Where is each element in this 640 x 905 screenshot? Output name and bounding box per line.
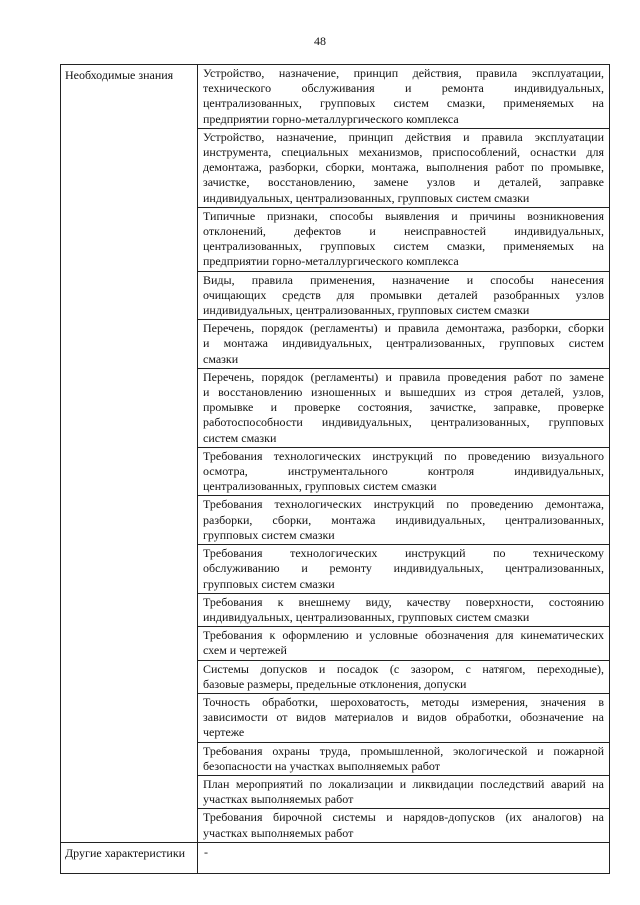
list-item: Требования бирочной системы и нарядов-допусков (их аналогов) на участках выполняемых работ bbox=[203, 810, 604, 840]
list-item: Требования охраны труда, промышленной, экологической и пожарной безопасности на участках выполняемых работ bbox=[198, 743, 609, 776]
row-label-knowledge: Необходимые знания bbox=[61, 65, 198, 843]
list-item: Требования технологических инструкций по проведению демонтажа, разборки, сборки, монтажа индивидуальных, централизованных, групповых систем смазки bbox=[198, 496, 609, 545]
list-item: Перечень, порядок (регламенты) и правила проведения работ по замене и восстановлению изношенных и вышедших из строя деталей, узлов, промывке и проверке состояния, зачистке, заправке, проверке работоспособности индивидуальных, централизованных, групповых систем смазки bbox=[198, 369, 609, 448]
list-item: Устройство, назначение, принцип действия, правила эксплуатации, технического обслуживания и ремонта индивидуальных, централизованных, групповых систем смазки, применяемых на предприятии горно-металлургического комплекса bbox=[198, 65, 609, 129]
other-value: - bbox=[198, 842, 610, 873]
list-item: Перечень, порядок (регламенты) и правила демонтажа, разборки, сборки и монтажа индивидуальных, централизованных, групповых систем смазки bbox=[198, 320, 609, 369]
list-item: Виды, правила применения, назначение и способы нанесения очищающих средств для промывки деталей разобранных узлов индивидуальных, централизованных, групповых систем смазки bbox=[198, 272, 609, 321]
list-item: Системы допусков и посадок (с зазором, с натягом, переходные), базовые размеры, предельные отклонения, допуски bbox=[198, 661, 609, 694]
list-item: Точность обработки, шероховатость, методы измерения, значения в зависимости от видов материалов и видов обработки, обозначение на чертеже bbox=[198, 694, 609, 743]
page-number: 48 bbox=[314, 34, 326, 48]
list-item: Требования к внешнему виду, качеству поверхности, состоянию индивидуальных, централизованных, групповых систем смазки bbox=[198, 594, 609, 627]
row-label-other: Другие характеристики bbox=[61, 842, 198, 873]
list-item: План мероприятий по локализации и ликвидации последствий аварий на участках выполняемых работ bbox=[198, 776, 609, 809]
list-item: Требования к оформлению и условные обозначения для кинематических схем и чертежей bbox=[198, 627, 609, 660]
list-item: Типичные признаки, способы выявления и причины возникновения отклонений, дефектов и неисправностей индивидуальных, централизованных, групповых систем смазки, применяемых на предприятии горно-металлургического комплекса bbox=[198, 208, 609, 272]
table-row-knowledge bbox=[61, 65, 610, 843]
knowledge-table bbox=[60, 64, 610, 874]
table-row-other bbox=[61, 842, 610, 873]
knowledge-list bbox=[198, 65, 610, 843]
list-item: Устройство, назначение, принцип действия и правила эксплуатации инструмента, специальных механизмов, приспособлений, оснастки для демонтажа, разборки, сборки, монтажа, выполнения работ по промывке, зачистке, восстановлению, замене узлов и деталей, заправке индивидуальных, централизованных, групповых систем смазки bbox=[198, 129, 609, 208]
list-item: Требования технологических инструкций по проведению визуального осмотра, инструментального контроля индивидуальных, централизованных, групповых систем смазки bbox=[198, 448, 609, 497]
list-item: Требования технологических инструкций по техническому обслуживанию и ремонту индивидуальных, централизованных, групповых систем смазки bbox=[198, 545, 609, 594]
